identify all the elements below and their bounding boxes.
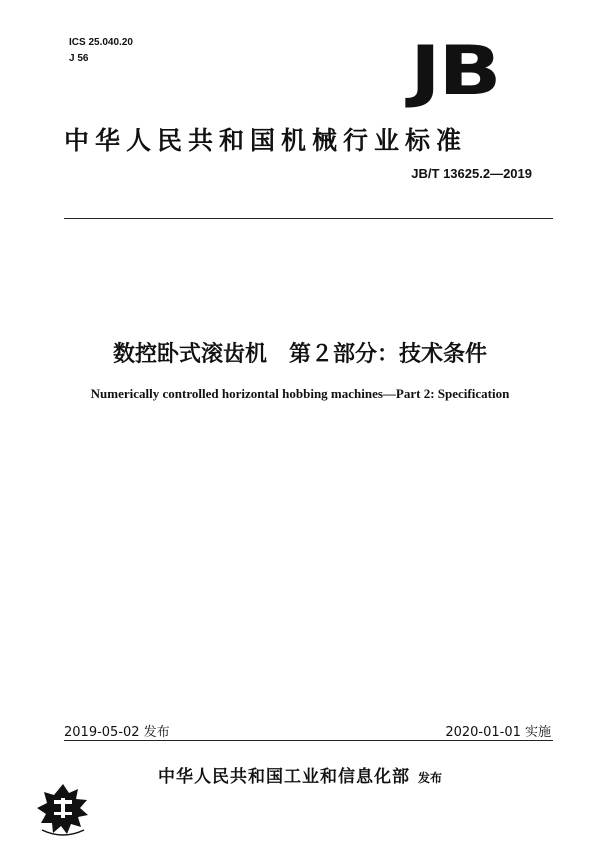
document-title-english: Numerically controlled horizontal hobbing machines—Part 2: Specification [90,386,510,401]
bottom-divider [64,740,553,741]
ics-code: ICS 25.040.20 [69,37,133,48]
issue-date: 2019-05-02 发布 [64,725,170,740]
implementation-date: 2020-01-01 实施 [445,725,551,740]
ministry-seal-icon [32,778,94,840]
document-title-chinese: 数控卧式滚齿机 第２部分：技术条件 [112,342,487,367]
issuer-suffix: 发布 [417,771,442,785]
issuer-name: 中华人民共和国工业和信息化部 [157,767,410,787]
ccs-code: J 56 [69,53,89,64]
jb-logo: JB [410,32,500,111]
standard-number: JB/T 13625.2—2019 [411,166,532,181]
standard-category-title: 中华人民共和国机械行业标准 [64,126,468,155]
top-divider [64,218,553,219]
